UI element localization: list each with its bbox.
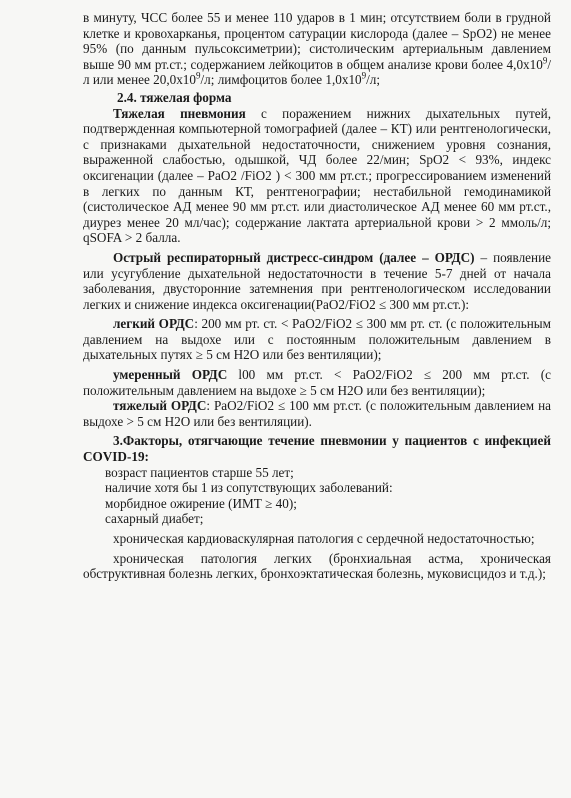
paragraph-mild-form-criteria: в минуту, ЧСС более 55 и менее 110 ударов в 1 мин; отсутствием боли в грудной клетке и кровохарканья, процентом сатурации кислорода (далее – SpO2) не менее 95% (по данным пульсоксиметрии); систолическим артериальным давлением выше 90 мм рт.ст.; содержанием лейкоцитов в общем анализе крови более $4,0х10^9/л$ или менее $20,0х10^9/л$; лимфоцитов более $1,0х10^9/л$; <box>83 10 551 88</box>
list-item: возраст пациентов старше 55 лет; <box>105 464 294 480</box>
section-2-4-heading: 2.4. тяжелая форма <box>117 89 232 105</box>
term-ards-severe: тяжелый ОРДС <box>113 398 207 414</box>
paragraph-ards-severe: тяжелый ОРДС: PaO2/FiO2 ≤ 100 мм рт.ст. (с положительным давлением на выдохе > 5 см Н2О или без вентиляции). <box>83 398 551 429</box>
list-item: морбидное ожирение (ИМТ ≥ 40); <box>105 495 297 511</box>
term-ards: Острый респираторный дистресс-синдром (далее – ОРДС) <box>113 249 475 265</box>
list-item: наличие хотя бы 1 из сопутствующих заболеваний: <box>105 480 393 496</box>
paragraph-ards: Острый респираторный дистресс-синдром (далее – ОРДС) – появление или усугубление дыхательной недостаточности в течение 5-7 дней от начала заболевания, двусторонние затемнения при рентгенологическом исследовании легких и снижение индекса оксигенации(PaO2/FiO2 ≤ 300 мм рт.ст.): <box>83 249 552 312</box>
list-item: хроническая патология легких (бронхиальная астма, хроническая обструктивная болезнь легких, бронхоэктатическая болезнь, муковисцидоз и т.д.); <box>83 550 551 582</box>
list-item: хроническая кардиоваскулярная патология с сердечной недостаточностью; <box>113 531 535 546</box>
section-3-heading: 3.Факторы, отягчающие течение пневмонии у пациентов с инфекцией COVID-19: <box>83 433 551 465</box>
list-item: сахарный диабет; <box>105 511 204 527</box>
paragraph-ards-mild: легкий ОРДС: 200 мм рт. ст. < PaO2/FiO2 ≤ 300 мм рт. ст. (с положительным давлением на выдохе или с постоянным положительным давлением в дыхательных путях ≥ 5 см Н2О или без вентиляции); <box>83 316 551 363</box>
term-ards-mild: легкий ОРДС <box>113 316 195 332</box>
paragraph-severe-pneumonia: Тяжелая пневмония с поражением нижних дыхательных путей, подтвержденная компьютерной томографией (далее – КТ) или рентгенологически, с признаками дыхательной недостаточности, снижением уровня сознания, выраженной слабостью, одышкой, ЧД более 22/мин; SpO2 < 93%, индекс оксигенации (далее – PaO2 /FiO2 ) < 300 мм рт.ст.; прогрессированием изменений в легких по данным КТ, рентгенографии; нестабильной гемодинамикой (систолическое АД менее 90 мм рт.ст. или диастолическое АД менее 60 мм рт.ст., диурез менее 20 мл/час); содержание лактата артериальной крови > 2 ммоль/л; qSOFA > 2 балла. <box>83 105 551 246</box>
term-severe-pneumonia: Тяжелая пневмония <box>113 105 246 121</box>
term-ards-moderate: умеренный ОРДС <box>113 367 228 383</box>
paragraph-ards-moderate: умеренный ОРДС l00 мм рт.ст. < PaO2/FiO2 ≤ 200 мм рт.ст. (с положительным давлением на выдохе ≥ 5 см Н2О или без вентиляции); <box>83 367 551 398</box>
risk-factors-list <box>83 465 551 527</box>
